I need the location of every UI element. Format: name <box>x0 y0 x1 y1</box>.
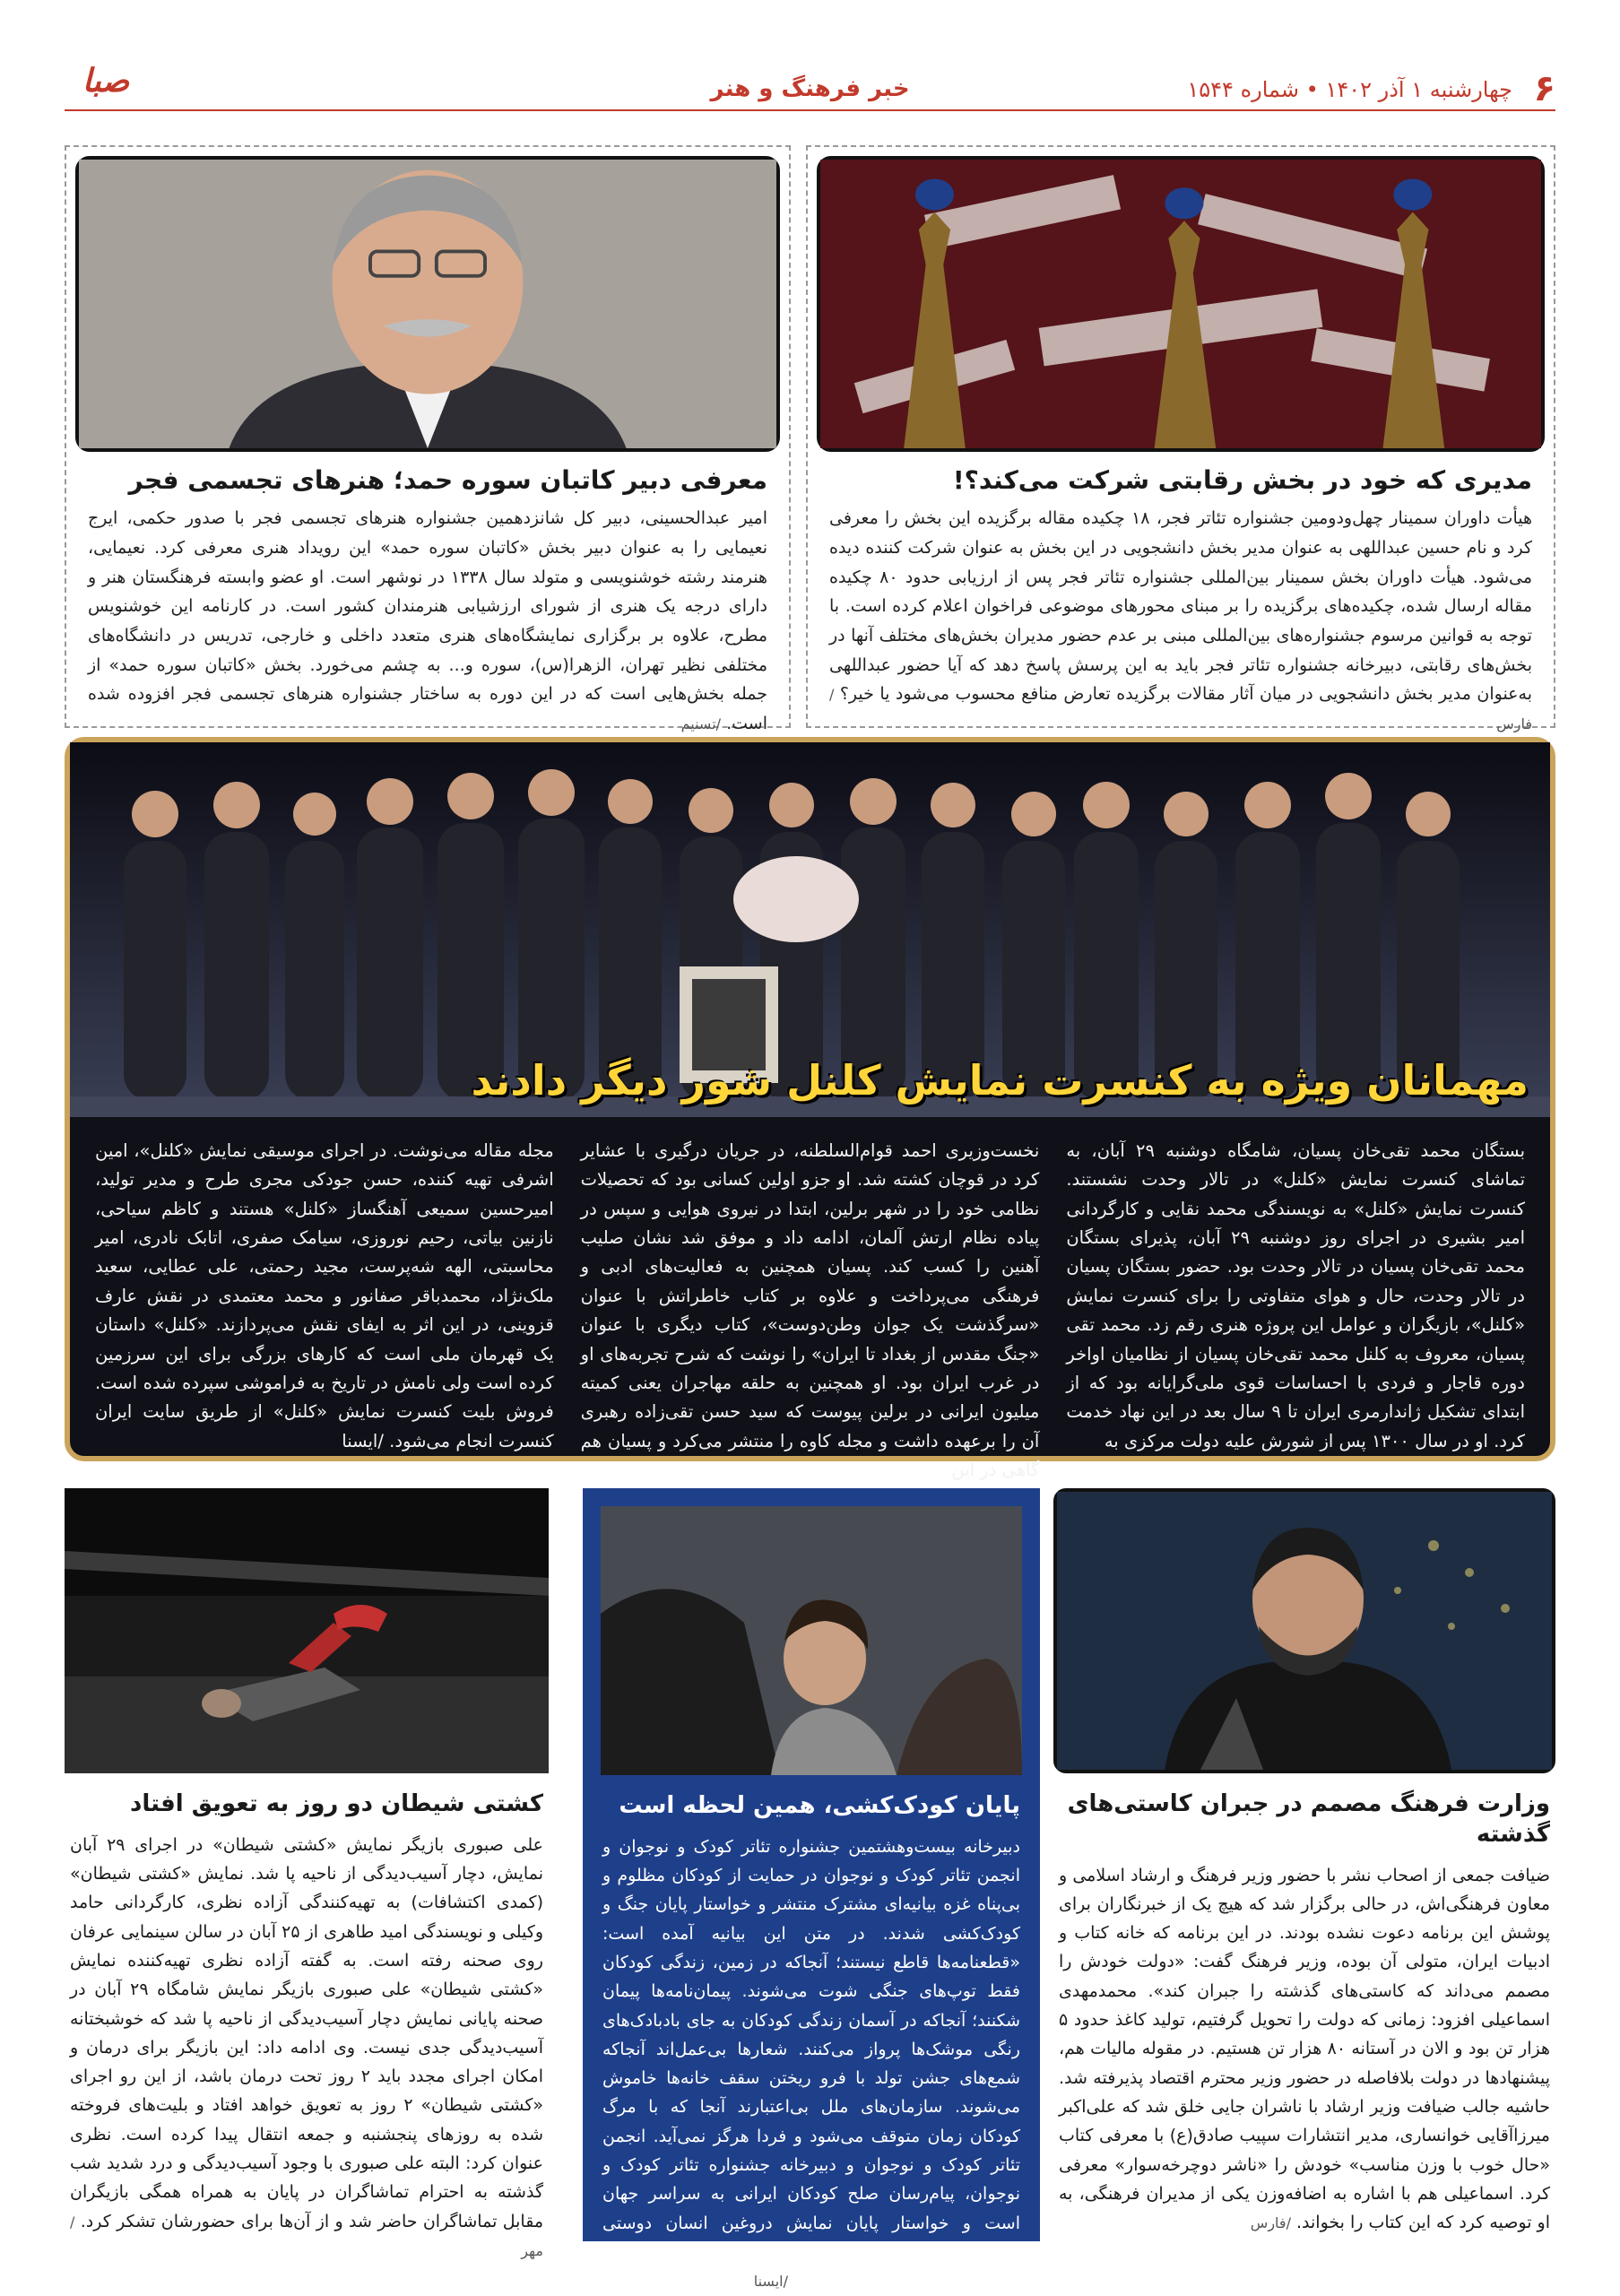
children-photo <box>601 1506 1022 1775</box>
article-body <box>829 504 1532 738</box>
feature-columns <box>94 1137 1526 1480</box>
article-source: /مهر <box>70 2213 543 2259</box>
article-body <box>88 504 767 738</box>
article-title: کشتی شیطان دو روز به تعویق افتاد <box>130 1790 543 1817</box>
article-body <box>70 1831 543 2265</box>
article-source: /ایسنا <box>753 2273 788 2291</box>
portrait-photo <box>75 156 780 452</box>
page-number: ۶ <box>1533 68 1555 109</box>
article-secretary <box>65 145 791 734</box>
feature-column-1: بستگان محمد تقی‌خان پسیان، شامگاه دوشنبه ۲۹ آبان، به تماشای کنسرت نمایش «کلنل» در تالار وحدت نشستند. کنسرت نمایش «کلنل» به نویسندگی محمد نقایی و کارگردانی امیر بشیری در اجرای روز دوشنبه ۲۹ آبان، پذیرای بستگان محمد تقی‌خان پسیان در تالار وحدت بود. حضور بستگان پسیان در تالار وحدت، حال و هوای متفاوتی را برای کنسرت نمایش «کلنل»، بازیگران و عوامل این پروژه هنری رقم زد. محمد تقی پسیان، معروف به کلنل محمد تقی‌خان پسیان از نظامیان اواخر دوره قاجار و فردی با احساسات قوی ملی‌گرایانه بود که از ابتدای تشکیل ژاندارمری ایران تا ۹ سال بعد در این نهاد خدمت کرد. او در سال ۱۳۰۰ پس از شورش علیه دولت مرکزی به <box>1066 1140 1526 1451</box>
feature-column-2: نخست‌وزیری احمد قوام‌السلطنه، در جریان درگیری با عشایر کرد در قوچان کشته شد. او جزو اولین کسانی بود که تحصیلات نظامی خود را در شهر برلین، ابتدا در نیروی هوایی و سپس در پیاده نظام ارتش آلمان، ادامه داد و موفق شد نشان صلیب آهنین را کسب کند. پسیان همچنین به فعالیت‌های ادبی و فرهنگی می‌پرداخت و علاوه بر کتاب خاطراتش با عنوان «سرگذشت یک جوان وطن‌دوست»، کتاب دیگری با عنوان «جنگ مقدس از بغداد تا ایران» را نوشت که شرح تجربه‌های او در غرب ایران بود. او همچنین به حلقه مهاجران یعنی کمیته میلیون ایرانی در برلین پیوست که سید حسن تقی‌زاده رهبری آن را برعهده داشت و مجله کاوه را منتشر می‌کرد و پسیان هم گاهی در این <box>580 1140 1040 1480</box>
article-play <box>65 1488 549 2259</box>
minister-photo <box>1053 1488 1555 1773</box>
article-children <box>583 1488 1040 2292</box>
article-title: مدیری که خود در بخش رقابتی شرکت می‌کند؟! <box>952 465 1532 495</box>
article-source: /فارس <box>829 686 1532 733</box>
feature-source: /ایسنا <box>342 1430 384 1451</box>
logo-text: صبا <box>82 63 130 100</box>
article-body <box>602 1832 1020 2296</box>
section-title: خبر فرهنگ و هنر <box>710 75 910 102</box>
article-body <box>1059 1861 1550 2238</box>
article-source: /فارس <box>1250 2214 1291 2232</box>
article-text: دبیرخانه بیست‌وهشتمین جشنواره تئاتر کودک و نوجوان و انجمن تئاتر کودک و نوجوان در حمایت از کودکان مظلوم و بی‌پناه غزه بیانیه‌ای مشترک منتشر و خواستار پایان جنگ و کودک‌کشی شدند. در متن این بیانیه آمده است: «قطعنامه‌ها قاطع نیستند؛ آنجاکه در زمین، زندگی کودکان فقط توپ‌های جنگی شوت می‌شوند. پیمان‌نامه‌ها پیمان شکنند؛ آنجاکه در آسمان زندگی کودکان به جای بادبادک‌های رنگی موشک‌ها پرواز می‌کنند. شعارها بی‌عمل‌اند آنجاکه شمع‌های جشن تولد با فرو ریختن سقف خانه‌ها خاموش می‌شوند. سازمان‌های ملل بی‌اعتبارند آنجا که با مرگ کودکان زمان متوقف می‌شود و فردا هرگز نمی‌آید. انجمن تئاتر کودک و نوجوان و دبیرخانه جشنواره تئاتر کودک و نوجوان، پیام‌رسان صلح کودکان ایرانی به سراسر جهان است و خواستار پایان نمایش دروغین انسان دوستی قدرت‌هاست. زمان پایان جنگ، پایان زیاده‌خواهی، پایان کودک‌کشی، همین لحظه است.» <box>602 1836 1020 2292</box>
article-text: هیأت داوران سمینار چهل‌ودومین جشنواره تئاتر فجر، ۱۸ چکیده مقاله برگزیده این بخش را معرفی کرد و نام حسین عبداللهی به عنوان مدیر بخش دانشجویی در این بخش به عنوان شرکت کننده دیده می‌شود. هیأت داوران بخش سمینار بین‌المللی جشنواره تئاتر فجر پس از ارزیابی حدود ۸۰ چکیده مقاله ارسال شده، چکیده‌های برگزیده را بر مبنای محورهای موضوعی فراخوان اعلام کرده است. با توجه به قوانین مرسوم جشنواره‌های بین‌المللی مبنی بر عدم حضور مدیران بخش‌های مختلف آنها در بخش‌های رقابتی، دبیرخانه جشنواره تئاتر فجر باید به این پرسش پاسخ دهد که آیا حضور عبداللهی به‌عنوان مدیر بخش دانشجویی در میان آثار مقالات برگزیده تعارض منافع محسوب می‌شود یا خیر؟ <box>829 508 1532 705</box>
article-text: امیر عبدالحسینی، دبیر کل شانزدهمین جشنواره هنرهای تجسمی فجر با صدور حکمی، ایرج نعیمایی را به عنوان دبیر بخش «کاتبان سوره حمد» این رویداد هنری معرفی کرد. نعیمایی، هنرمند رشته خوشنویسی و متولد سال ۱۳۳۸ در نوشهر است. او عضو وابسته فرهنگستان هنر و دارای درجه یک هنری از شورای ارزشیابی هنرمندان کشور است. در کارنامه این خوشنویس مطرح، علاوه بر برگزاری نمایشگاه‌های هنری متعدد داخلی و خارجی، تدریس در دانشگاه‌های مختلفی نظیر تهران، الزهرا(س)، سوره و... به چشم می‌خورد. بخش «کاتبان سوره حمد» از جمله بخش‌هایی است که در این دوره به ساختار جشنواره هنرهای تجسمی فجر افزوده شده است. <box>88 508 767 734</box>
article-text: علی صبوری بازیگر نمایش «کشتی شیطان» در اجرای ۲۹ آبان نمایش، دچار آسیب‌دیدگی از ناحیه پا شد. نمایش «کشتی شیطان» (کمدی اکتشافات) به تهیه‌کنندگی آزاده نظری، کارگردانی حامد وکیلی و نویسندگی امید طاهری از ۲۵ آبان در سالن سینمایی عرفان روی صحنه رفته است. به گفته آزاده نظری تهیه‌کننده نمایش «کشتی شیطان» علی صبوری بازیگر نمایش شامگاه ۲۹ آبان در صحنه پایانی نمایش دچار آسیب‌دیدگی از ناحیه پا شد که خوشبختانه آسیب‌دیدگی جدی نیست. وی ادامه داد: این بازیگر برای درمان و امکان اجرای مجدد باید ۲ روز تحت درمان باشد، از این رو اجرای «کشتی شیطان» ۲ روز به تعویق خواهد افتاد و بلیت‌های فروخته شده به روزهای پنجشنبه و جمعه انتقال پیدا کرده است. نظری عنوان کرد: البته علی صبوری با وجود آسیب‌دیدگی و درد شدید شب گذشته به احترام تماشاگران در پایان به همراه همگی بازیگران مقابل تماشاگران حاضر شد و از آن‌ها برای حضورشان تشکر کرد. <box>70 1834 543 2231</box>
feature-column-3 <box>94 1137 554 1451</box>
article-ministry <box>1053 1488 1555 2241</box>
feature-article-colonel <box>65 737 1555 1480</box>
article-title: پایان کودک‌کشی، همین لحظه است <box>619 1792 1020 1819</box>
feature-title: مهمانان ویژه به کنسرت نمایش کلنل شور دیگر دادند <box>471 1056 1529 1105</box>
stage-photo <box>65 1488 549 1773</box>
article-title: وزارت فرهنگ مصمم در جبران کاستی‌های گذشته <box>1067 1790 1550 1848</box>
page-header <box>65 65 1555 111</box>
newspaper-logo <box>65 65 147 106</box>
feature-column-3-text: مجله مقاله می‌نوشت. در اجرای موسیقی نمایش «کلنل»، امین اشرفی تهیه کننده، حسن جودکی مجری طرح و مدیر تولید، امیرحسین سمیعی آهنگساز «کلنل» هستند و کاظم سیاحی، نازنین بیاتی، رحیم نوروزی، سیامک صفری، اتابک نادری، امیر محاسبتی، الهه شه‌پرست، مجید رحمتی، علی عطایی، سعید ملک‌نژاد، محمدباقر صفانور و محمد معتمدی در نقش عارف قزوینی، در این اثر به ایفای نقش می‌پردازند. «کلنل» داستان یک قهرمان ملی است که کارهای بزرگی برای این سرزمین کرده است ولی نامش در تاریخ به فراموشی سپرده شده است. فروش بلیت کنسرت نمایش «کلنل» از طریق سایت ایران کنسرت انجام می‌شود. <box>94 1140 554 1451</box>
issue-date: چهارشنبه ۱ آذر ۱۴۰۲ • شماره ۱۵۴۴ <box>1187 77 1512 102</box>
trophy-photo <box>817 156 1545 452</box>
article-title: معرفی دبیر کاتبان سوره حمد؛ هنرهای تجسمی فجر <box>128 465 767 495</box>
article-trophy <box>806 145 1555 733</box>
article-text: ضیافت جمعی از اصحاب نشر با حضور وزیر فرهنگ و ارشاد اسلامی و معاون فرهنگی‌اش، در حالی برگزار شد که هیچ یک از خبرنگاران برای پوشش این برنامه دعوت نشده بودند. در این برنامه که خانه کتاب و ادبیات ایران، متولی آن بوده، وزیر فرهنگ گفت: «دولت خودش را مصمم می‌داند که کاستی‌های گذشته را جبران کند». محمدمهدی اسماعیلی افزود: زمانی که دولت را تحویل گرفتیم، تولید کاغذ حدود ۵ هزار تن بود و الان در آستانه ۸۰ هزار تن هستیم. در مقوله مالیات هم، پیشنهادها در دولت بلافاصله در حضور وزیر محترم اقتصاد پذیرفته شد. حاشیه جالب ضیافت وزیر ارشاد با ناشران جایی خلق شد که علی‌اکبر میرزاآقایی خوانساری، مدیر انتشارات سپیب صادق(ع) با معرفی کتاب «حال خوب با وزن مناسب» خودش را «ناشر دوچرخه‌سوار» معرفی کرد. اسماعیلی هم با اشاره به اضافه‌وزن یکی از مدیران فرهنگی، به او توصیه کرد که این کتاب را بخواند. <box>1059 1865 1550 2233</box>
article-source: /تسنیم <box>680 715 722 733</box>
